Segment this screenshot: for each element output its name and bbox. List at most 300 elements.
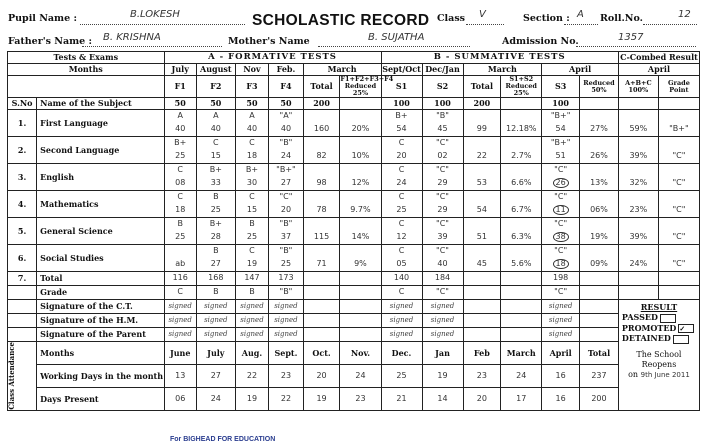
month-cell: Nov	[235, 64, 268, 76]
passed-option-checkbox[interactable]	[660, 314, 676, 323]
subject-name: Second Language	[37, 137, 164, 164]
signature-cell	[164, 314, 196, 328]
attendance-cell: 20	[303, 364, 340, 387]
marks-cell	[542, 203, 580, 218]
grade-cell	[658, 191, 699, 203]
marks-cell: 45	[422, 122, 463, 137]
overall-grade-cell: B	[196, 286, 235, 300]
signature-scribble: signed	[168, 316, 192, 325]
signature-cell	[580, 328, 619, 342]
scholastic-record-table	[7, 51, 700, 411]
marks-cell: 9%	[340, 257, 381, 272]
summative-tests-header: B - SUMMATIVE TESTS	[381, 52, 618, 64]
test-code-cell: Reduced 50%	[580, 76, 619, 98]
marks-cell: 40	[422, 257, 463, 272]
marks-cell: 29	[422, 203, 463, 218]
grade-cell: A	[235, 110, 268, 122]
signature-cell	[340, 300, 381, 314]
marks-cell: 54	[463, 203, 501, 218]
overall-grade-cell	[303, 286, 340, 300]
signature-cell	[196, 328, 235, 342]
result-panel	[619, 300, 699, 382]
father-name-value: B. KRISHNA	[103, 32, 161, 43]
signature-cell	[269, 328, 304, 342]
reopen-line-1: The School	[636, 349, 682, 359]
subject-number: 6.	[8, 245, 37, 272]
grade-cell	[501, 245, 542, 257]
grade-cell: C	[196, 137, 235, 149]
grade-cell: "B+"	[269, 164, 304, 176]
marks-cell: 24%	[618, 257, 658, 272]
total-number: 7.	[8, 272, 37, 286]
marks-cell: 82	[303, 149, 340, 164]
overall-grade-cell: "B"	[269, 286, 304, 300]
father-name-label: Father's Name :	[8, 36, 93, 47]
grade-cell: C	[164, 164, 196, 176]
promoted-option-checkbox[interactable]: ✓	[678, 324, 694, 333]
marks-cell: 25	[269, 257, 304, 272]
subject-name: General Science	[37, 218, 164, 245]
marks-cell: ab	[164, 257, 196, 272]
signature-cell	[422, 300, 463, 314]
test-code-cell: Total	[303, 76, 340, 98]
marks-cell: 160	[303, 122, 340, 137]
signature-cell	[542, 300, 580, 314]
blank-cell	[8, 300, 37, 314]
signature-scribble: signed	[430, 302, 455, 311]
grade-cell	[618, 137, 658, 149]
detained-option-checkbox[interactable]	[673, 335, 689, 344]
grade-cell	[463, 245, 501, 257]
marks-cell: 5.6%	[501, 257, 542, 272]
grade-cell: A	[164, 110, 196, 122]
grade-cell: "C"	[542, 218, 580, 230]
signature-label: Signature of the Parent	[37, 328, 164, 342]
max-marks-cell: 50	[164, 98, 196, 110]
signature-cell	[542, 314, 580, 328]
max-marks-cell: 100	[422, 98, 463, 110]
grade-cell	[303, 164, 340, 176]
total-cell: 198	[542, 272, 580, 286]
attendance-cell: 24	[196, 387, 235, 410]
attendance-label: Days Present	[37, 387, 164, 410]
total-label: Total	[37, 272, 164, 286]
total-cell	[303, 272, 340, 286]
grade-cell: "C"	[542, 191, 580, 203]
reopen-on-label: on	[628, 369, 639, 379]
marks-cell: 9.7%	[340, 203, 381, 218]
signature-scribble: signed	[204, 302, 228, 311]
marks-cell: 20%	[340, 122, 381, 137]
total-cell	[463, 272, 501, 286]
signature-scribble: signed	[168, 302, 192, 311]
passed-option	[622, 312, 696, 323]
marks-cell: 30	[235, 176, 268, 191]
attendance-cell: 23	[269, 364, 304, 387]
overall-grade-cell	[658, 286, 699, 300]
grade-cell: "C"	[422, 245, 463, 257]
attendance-cell: 23	[463, 364, 501, 387]
grade-cell: C	[381, 164, 422, 176]
reopen-line-2: Reopens	[641, 359, 677, 369]
signature-cell	[501, 314, 542, 328]
marks-cell: "B+"	[658, 122, 699, 137]
marks-cell: 6.6%	[501, 176, 542, 191]
father-name-underline	[82, 46, 222, 47]
grade-cell	[463, 164, 501, 176]
attendance-cell: Aug.	[235, 342, 268, 365]
roll-value: 12	[678, 9, 691, 20]
test-code-cell: Grade Point	[658, 76, 699, 98]
subject-number: 1.	[8, 110, 37, 137]
signature-scribble: signed	[274, 316, 298, 325]
test-code-cell: S3	[542, 76, 580, 98]
footer-stamp: For BIGHEAD FOR EDUCATION	[170, 436, 276, 443]
attendance-cell: June	[164, 342, 196, 365]
marks-cell: 25	[235, 230, 268, 245]
grade-cell: "C"	[422, 164, 463, 176]
detained-option	[622, 333, 696, 344]
marks-cell: 37	[269, 230, 304, 245]
marks-cell: 27%	[580, 122, 619, 137]
mother-name-underline	[318, 46, 470, 47]
grade-cell: C	[381, 218, 422, 230]
marks-cell: 18	[235, 149, 268, 164]
total-cell: 184	[422, 272, 463, 286]
subject-number: 5.	[8, 218, 37, 245]
marks-cell: 54	[381, 122, 422, 137]
attendance-cell: 24	[501, 364, 542, 387]
signature-cell	[269, 314, 304, 328]
max-marks-cell	[580, 98, 619, 110]
circled-mark: 26	[553, 178, 569, 188]
grade-cell: B	[164, 218, 196, 230]
marks-cell: 51	[463, 230, 501, 245]
marks-cell: 40	[164, 122, 196, 137]
max-marks-cell	[658, 98, 699, 110]
attendance-cell: Jan	[422, 342, 463, 365]
marks-cell: 40	[269, 122, 304, 137]
grade-cell	[501, 110, 542, 122]
marks-cell: 10%	[340, 149, 381, 164]
grade-cell	[340, 245, 381, 257]
blank-cell	[8, 76, 165, 98]
overall-grade-cell	[618, 286, 658, 300]
signature-cell	[463, 314, 501, 328]
admission-value: 1357	[618, 32, 644, 43]
attendance-cell: 22	[269, 387, 304, 410]
subject-grade-row	[8, 245, 700, 257]
marks-cell: 20	[381, 149, 422, 164]
signature-cell	[303, 300, 340, 314]
marks-cell: "C"	[658, 257, 699, 272]
marks-cell	[542, 257, 580, 272]
grade-cell	[658, 137, 699, 149]
class-attendance-text: Class Attendance	[7, 342, 16, 410]
result-box	[618, 300, 699, 411]
marks-cell: 15	[196, 149, 235, 164]
grade-cell: C	[235, 245, 268, 257]
marks-cell: 25	[196, 203, 235, 218]
total-cell: 140	[381, 272, 422, 286]
marks-cell: 12.18%	[501, 122, 542, 137]
max-marks-cell: 50	[235, 98, 268, 110]
test-code-cell: F2	[196, 76, 235, 98]
circled-mark: 38	[553, 232, 569, 242]
page-title: SCHOLASTIC RECORD	[252, 12, 430, 29]
pupil-name-value: B.LOKESH	[130, 9, 180, 20]
test-code-cell: F4	[269, 76, 304, 98]
attendance-cell: 19	[235, 387, 268, 410]
attendance-cell: 22	[235, 364, 268, 387]
marks-cell: "C"	[658, 149, 699, 164]
total-cell	[501, 272, 542, 286]
grade-cell	[580, 164, 619, 176]
test-code-cell: S1	[381, 76, 422, 98]
overall-grade-cell	[340, 286, 381, 300]
marks-cell: 06%	[580, 203, 619, 218]
total-cell: 116	[164, 272, 196, 286]
test-code-cell: Total	[463, 76, 501, 98]
section-header-row	[8, 52, 700, 64]
section-label: Section :	[523, 13, 570, 24]
max-marks-cell: 50	[196, 98, 235, 110]
grade-cell: B	[196, 245, 235, 257]
months-header: Months	[8, 64, 165, 76]
marks-cell: 15	[235, 203, 268, 218]
attendance-cell: 19	[303, 387, 340, 410]
signature-scribble: signed	[240, 316, 264, 325]
month-cell: Dec/Jan	[422, 64, 463, 76]
signature-scribble: signed	[240, 302, 264, 311]
test-code-cell: F1	[164, 76, 196, 98]
test-code-row	[8, 76, 700, 98]
marks-cell: 39%	[618, 149, 658, 164]
class-label: Class	[437, 13, 466, 24]
grade-cell: A	[196, 110, 235, 122]
signature-cell	[580, 314, 619, 328]
grade-cell	[501, 218, 542, 230]
max-marks-cell	[501, 98, 542, 110]
grade-cell	[340, 191, 381, 203]
signature-cell	[235, 328, 268, 342]
month-cell: July	[164, 64, 196, 76]
attendance-cell: Feb	[463, 342, 501, 365]
total-cell: 168	[196, 272, 235, 286]
grade-cell: B+	[381, 110, 422, 122]
signature-cell	[196, 300, 235, 314]
grade-cell	[340, 110, 381, 122]
signature-scribble: signed	[274, 302, 298, 311]
grade-cell	[463, 137, 501, 149]
signature-hm-row	[8, 314, 700, 328]
subject-name: English	[37, 164, 164, 191]
attendance-label: Working Days in the month	[37, 364, 164, 387]
marks-cell: 19	[235, 257, 268, 272]
test-code-cell: F3	[235, 76, 268, 98]
grade-cell: "B"	[269, 218, 304, 230]
signature-scribble: signed	[389, 330, 414, 339]
marks-cell: 115	[303, 230, 340, 245]
grade-cell	[303, 137, 340, 149]
marks-cell: 22	[463, 149, 501, 164]
max-marks-row	[8, 98, 700, 110]
signature-cell	[501, 328, 542, 342]
overall-grade-cell: C	[164, 286, 196, 300]
grade-label: Grade	[37, 286, 164, 300]
signature-scribble: signed	[240, 330, 264, 339]
subject-grade-row	[8, 137, 700, 149]
overall-grade-cell	[580, 286, 619, 300]
signature-cell	[235, 314, 268, 328]
attendance-cell: Dec.	[381, 342, 422, 365]
sno-header: S.No	[8, 98, 37, 110]
grade-cell	[463, 191, 501, 203]
grade-cell	[164, 245, 196, 257]
total-cell	[618, 272, 658, 286]
month-cell: March	[463, 64, 542, 76]
grade-cell: C	[235, 191, 268, 203]
months-row	[8, 64, 700, 76]
total-cell: 173	[269, 272, 304, 286]
signature-scribble: signed	[548, 302, 573, 311]
marks-cell: 12%	[340, 176, 381, 191]
month-cell: Feb.	[269, 64, 304, 76]
combined-result-header: C-Combed Result	[620, 52, 698, 63]
promoted-option	[622, 323, 696, 334]
grade-cell: "C"	[542, 164, 580, 176]
attendance-label: Months	[37, 342, 164, 365]
section-underline	[564, 24, 598, 25]
attendance-cell: 19	[422, 364, 463, 387]
grade-cell	[580, 245, 619, 257]
marks-cell: 23%	[618, 203, 658, 218]
grade-cell	[501, 164, 542, 176]
grade-cell	[340, 164, 381, 176]
grade-cell	[658, 164, 699, 176]
marks-cell: 40	[235, 122, 268, 137]
max-marks-cell: 50	[269, 98, 304, 110]
subject-grade-row	[8, 218, 700, 230]
marks-cell: 18	[164, 203, 196, 218]
test-code-cell: S1+S2 Reduced 25%	[501, 76, 542, 98]
mother-name-label: Mother's Name	[228, 36, 310, 47]
section-value: A	[577, 9, 584, 20]
marks-cell	[542, 230, 580, 245]
marks-cell: 25	[164, 230, 196, 245]
attendance-cell: Total	[580, 342, 619, 365]
attendance-cell: Oct.	[303, 342, 340, 365]
attendance-cell: Sept.	[269, 342, 304, 365]
subject-name: Social Studies	[37, 245, 164, 272]
tests-exams-header: Tests & Exams	[8, 52, 165, 64]
marks-cell: 20	[269, 203, 304, 218]
grade-cell	[463, 218, 501, 230]
grade-cell: C	[381, 137, 422, 149]
grade-cell	[340, 137, 381, 149]
grade-cell	[463, 110, 501, 122]
marks-cell: 78	[303, 203, 340, 218]
marks-cell: 53	[463, 176, 501, 191]
attendance-cell: 27	[196, 364, 235, 387]
reopen-line-3	[622, 370, 696, 380]
signature-label: Signature of the C.T.	[37, 300, 164, 314]
mother-name-value: B. SUJATHA	[368, 32, 425, 43]
grade-cell: "B"	[269, 137, 304, 149]
marks-cell: 71	[303, 257, 340, 272]
marks-cell: 59%	[618, 122, 658, 137]
test-code-cell: S2	[422, 76, 463, 98]
attendance-cell: Nov.	[340, 342, 381, 365]
signature-scribble: signed	[204, 330, 228, 339]
attendance-cell: 20	[463, 387, 501, 410]
grade-cell	[580, 191, 619, 203]
signature-cell	[463, 328, 501, 342]
grade-cell: "C"	[422, 137, 463, 149]
subject-number: 2.	[8, 137, 37, 164]
reopen-date: 9th June 2011	[640, 370, 690, 379]
marks-cell: 29	[422, 176, 463, 191]
formative-tests-header: A - FORMATIVE TESTS	[164, 52, 381, 64]
marks-cell: 19%	[580, 230, 619, 245]
grade-cell: B+	[196, 164, 235, 176]
grade-cell: B+	[196, 218, 235, 230]
grade-cell	[658, 245, 699, 257]
grade-cell: "A"	[269, 110, 304, 122]
signature-cell	[196, 314, 235, 328]
max-marks-cell: 100	[542, 98, 580, 110]
signature-cell	[580, 300, 619, 314]
grade-cell	[618, 191, 658, 203]
grade-cell: B	[235, 218, 268, 230]
marks-cell: 08	[164, 176, 196, 191]
signature-cell	[422, 328, 463, 342]
marks-cell: 12	[381, 230, 422, 245]
passed-option-label: PASSED	[621, 312, 658, 322]
attendance-cell: 17	[501, 387, 542, 410]
signature-cell	[340, 314, 381, 328]
marks-cell: 51	[542, 149, 580, 164]
marks-cell: 25	[381, 203, 422, 218]
marks-cell: 26%	[580, 149, 619, 164]
signature-cell	[235, 300, 268, 314]
grade-cell	[501, 191, 542, 203]
attendance-cell: 25	[381, 364, 422, 387]
circled-mark: 11	[553, 205, 569, 215]
admission-label: Admission No.	[502, 36, 579, 47]
grade-cell: C	[381, 245, 422, 257]
marks-cell: 32%	[618, 176, 658, 191]
test-code-cell: A+B+C 100%	[618, 76, 658, 98]
signature-cell	[463, 300, 501, 314]
grade-cell: C	[235, 137, 268, 149]
attendance-cell: 24	[340, 364, 381, 387]
signature-cell	[501, 300, 542, 314]
signature-scribble: signed	[548, 316, 573, 325]
total-cell	[340, 272, 381, 286]
marks-cell: 33	[196, 176, 235, 191]
attendance-cell: April	[542, 342, 580, 365]
signature-scribble: signed	[389, 316, 414, 325]
roll-underline	[643, 24, 697, 25]
marks-cell: 45	[463, 257, 501, 272]
attendance-cell: 237	[580, 364, 619, 387]
subject-number: 3.	[8, 164, 37, 191]
grade-cell: B+	[235, 164, 268, 176]
signature-ct-row	[8, 300, 700, 314]
attendance-cell: 14	[422, 387, 463, 410]
grade-cell	[303, 218, 340, 230]
